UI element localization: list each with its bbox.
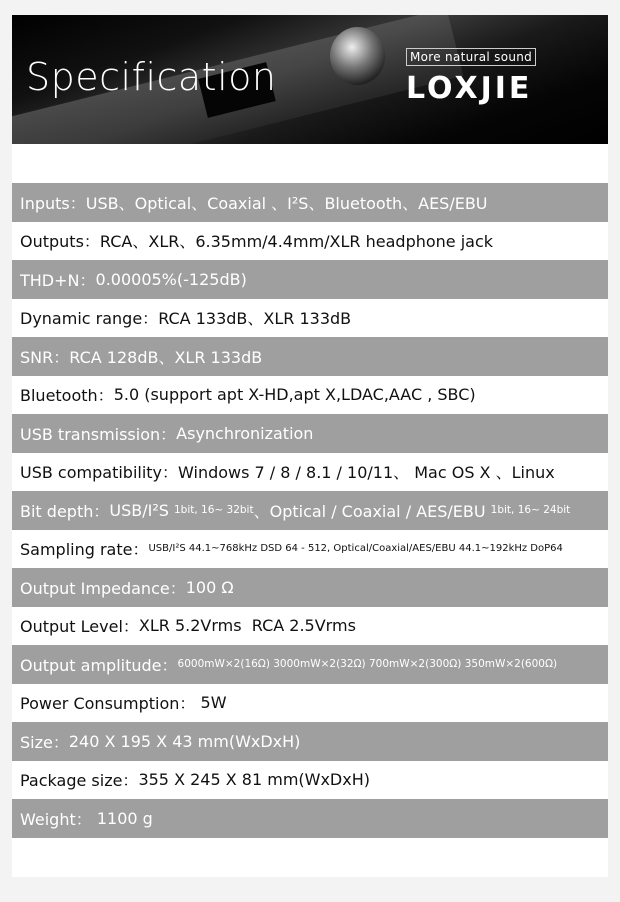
spec-value: 5.0 (support apt X-HD,apt X,LDAC,AAC , SBC) [113,385,476,405]
spec-value: 100 Ω [185,577,234,597]
spec-label: Outputs： [20,232,100,252]
spec-label: Size： [20,732,69,752]
spec-value: 0.00005%(-125dB) [95,269,247,289]
spec-row [12,414,608,453]
spec-row [12,183,608,222]
spec-list [12,183,608,838]
page-title: Specification [26,55,277,99]
spec-card [12,15,608,877]
spec-row [12,799,608,838]
spec-label: Inputs： [20,193,86,213]
spec-row [12,337,608,376]
spec-row [12,491,608,530]
spec-value: USB/I²S [109,500,174,520]
spec-value: XLR 5.2Vrms RCA 2.5Vrms [138,616,356,636]
spec-value: Windows 7 / 8 / 8.1 / 10/11、 Mac OS X 、Linux [178,463,555,483]
spec-row [12,645,608,684]
brand-logo: LOXJIE [406,71,533,106]
spec-row [12,530,608,569]
spec-row [12,453,608,492]
spec-value: RCA 133dB、XLR 133dB [158,309,352,329]
spec-row [12,568,608,607]
spec-value: 240 X 195 X 43 mm(WxDxH) [68,731,301,751]
product-knob [330,27,385,85]
spec-value: USB、Optical、Coaxial 、I²S、Bluetooth、AES/EBU [85,193,488,213]
spec-label: Power Consumption： [20,694,196,714]
spec-row [12,761,608,800]
spec-label: THD+N： [20,270,96,290]
spec-value: RCA、XLR、6.35mm/4.4mm/XLR headphone jack [99,232,494,252]
spec-row [12,722,608,761]
spec-value: 、Optical / Coaxial / AES/EBU [253,501,491,521]
spec-label: Output amplitude： [20,655,178,675]
spec-value: USB/I²S 44.1~768kHz DSD 64 - 512, Optical/Coaxial/AES/EBU 44.1~192kHz DoP64 [148,543,563,555]
spec-row [12,260,608,299]
spec-label: Dynamic range： [20,309,159,329]
spec-label: Bluetooth： [20,386,114,406]
spec-label: Sampling rate： [20,540,149,560]
spec-value: Asynchronization [176,423,314,443]
header-banner [12,15,608,144]
spec-row [12,299,608,338]
spec-value: 355 X 245 X 81 mm(WxDxH) [138,770,370,790]
spec-row [12,376,608,415]
spec-value: 6000mW×2(16Ω) 3000mW×2(32Ω) 700mW×2(300Ω) 350mW×2(600Ω) [177,658,558,671]
spec-label: Package size： [20,771,139,791]
spec-label: Output Level： [20,617,139,637]
spec-label: Output Impedance： [20,578,186,598]
spec-label: USB compatibility： [20,463,179,483]
spec-value: 5W [195,693,227,713]
spec-label: USB transmission： [20,424,177,444]
spec-row [12,684,608,723]
spec-label: Weight： [20,809,92,829]
spec-value: 1100 g [91,808,153,828]
spec-row [12,222,608,261]
spec-value: 1bit, 16~ 32bit [173,504,254,517]
spec-label: Bit depth： [20,501,110,521]
spec-row [12,607,608,646]
spec-label: SNR： [20,347,70,367]
spec-value: 1bit, 16~ 24bit [490,504,571,517]
tagline: More natural sound [406,48,536,66]
spec-value: RCA 128dB、XLR 133dB [69,347,263,367]
